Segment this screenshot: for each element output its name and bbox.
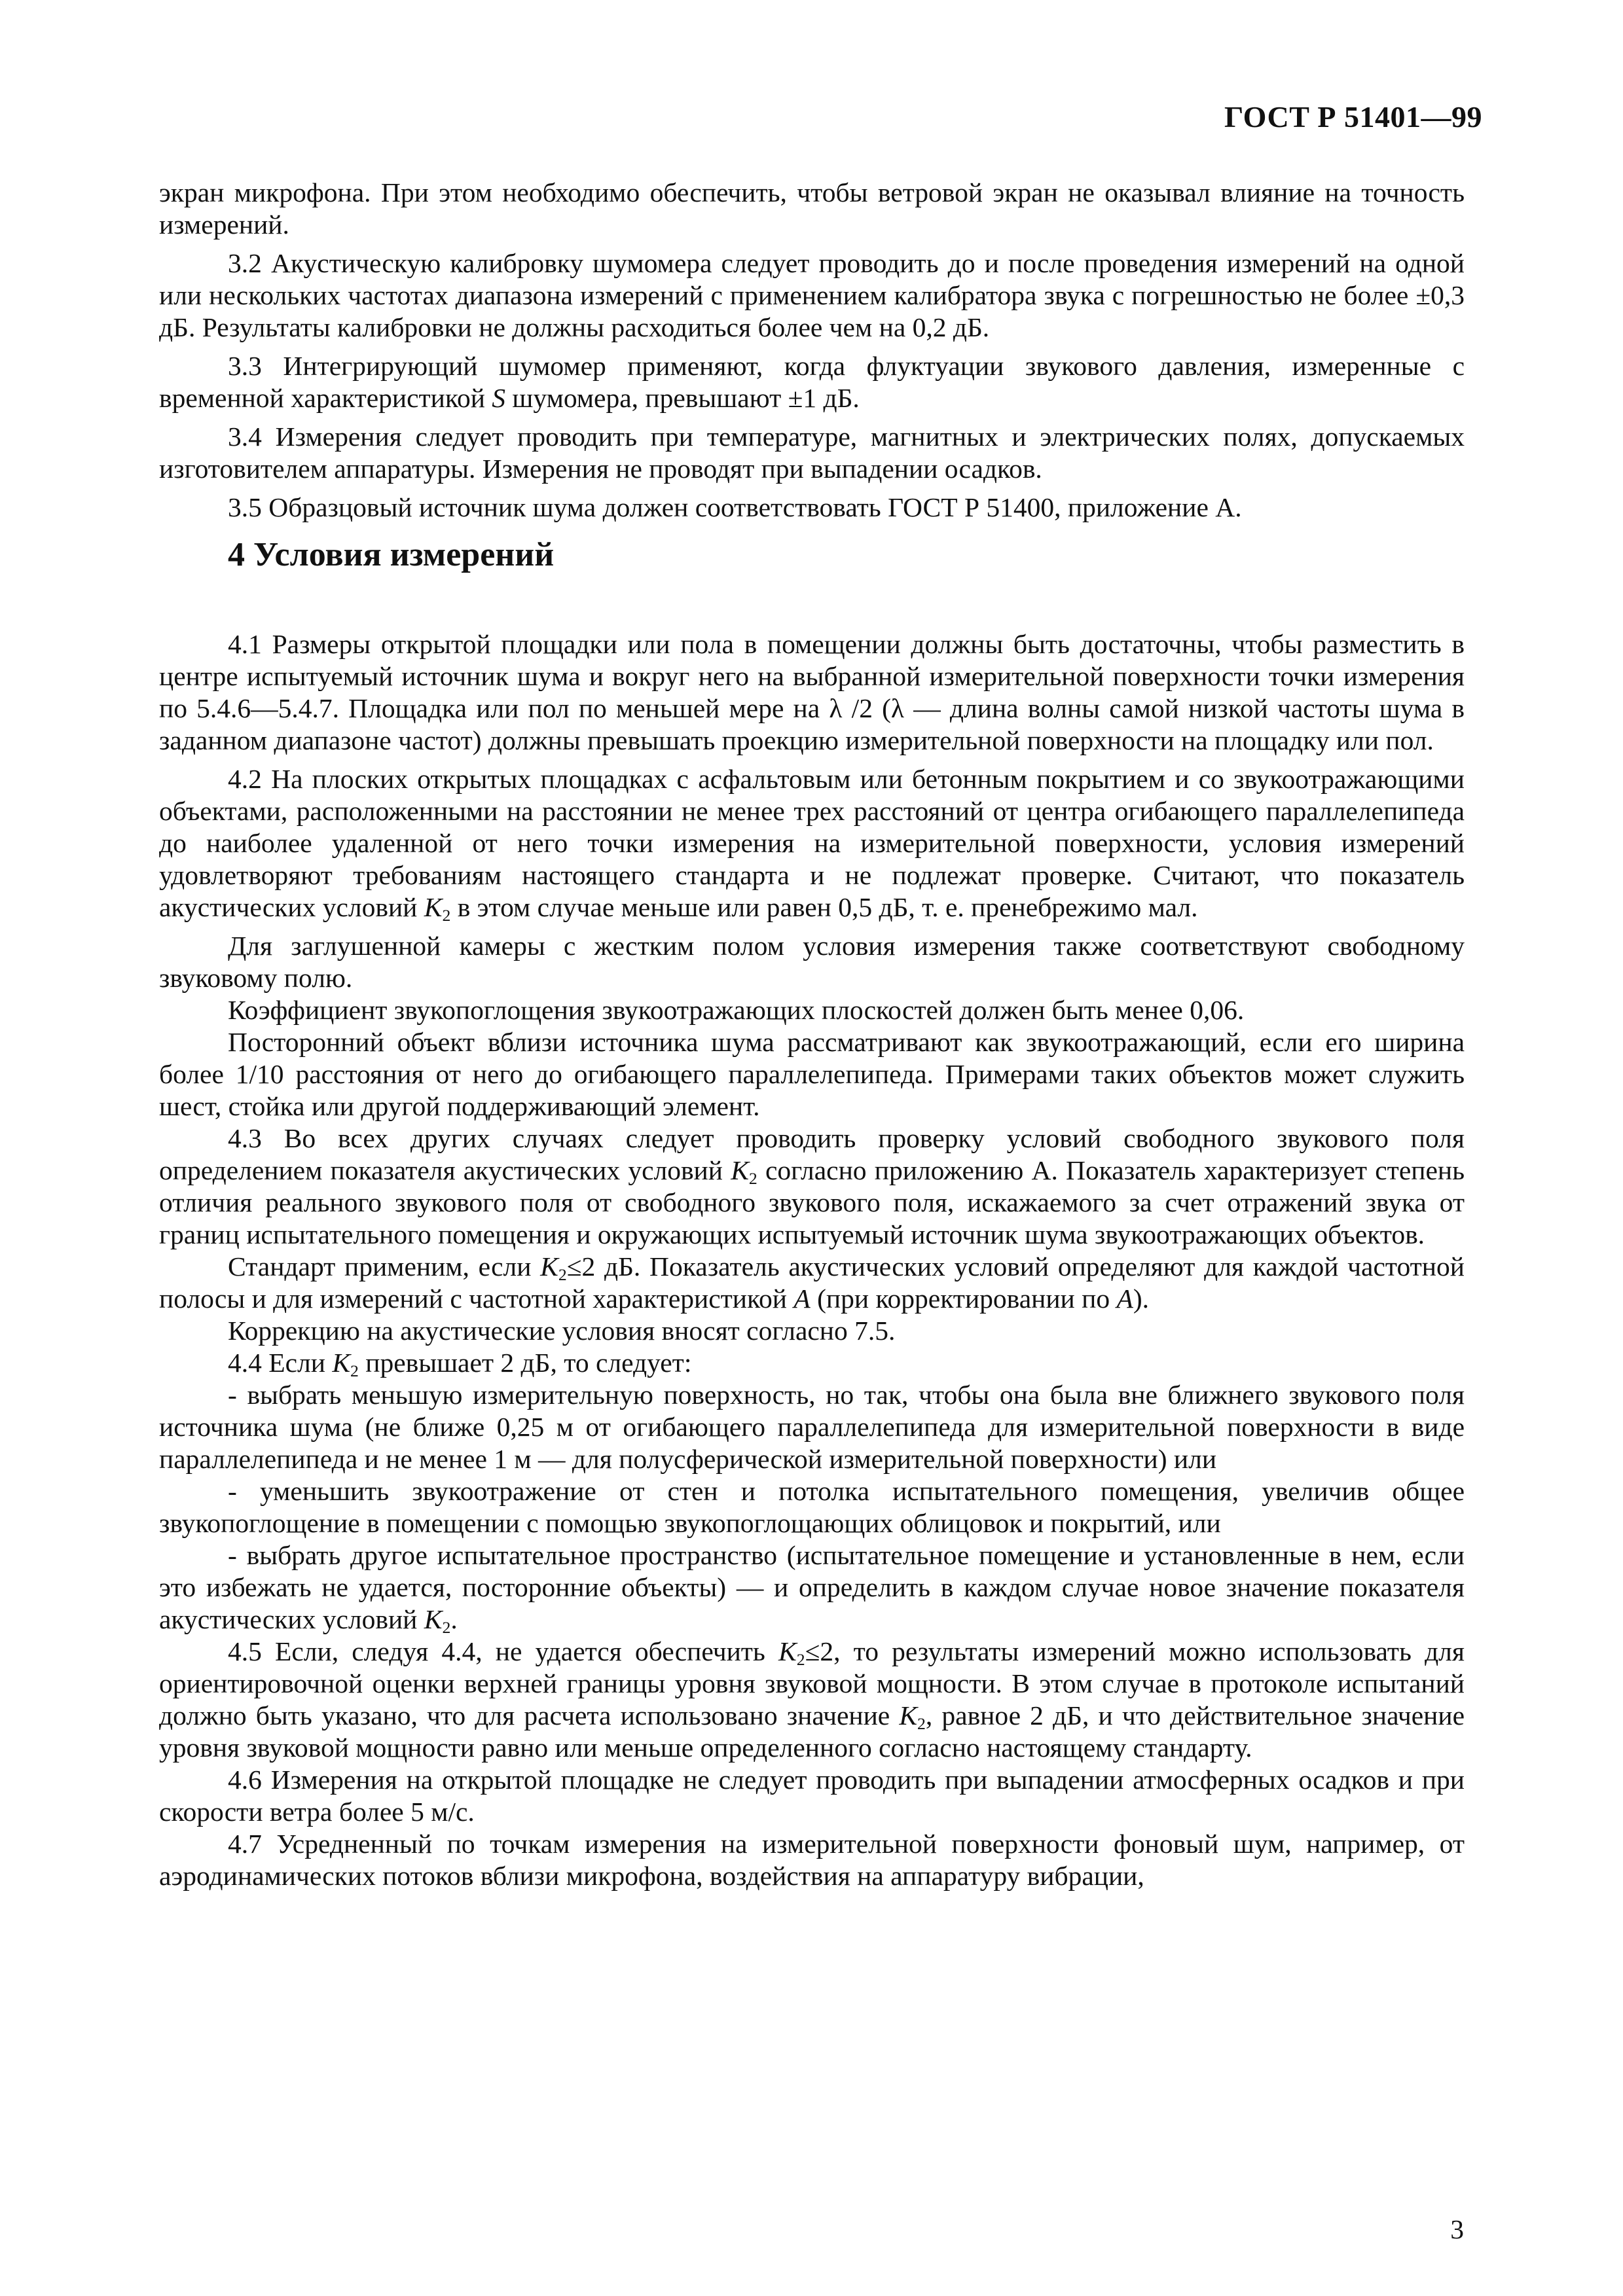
section-4-title: 4 Условия измерений <box>228 536 555 573</box>
paragraph-3-2: 3.2 Акустическую калибровку шумомера следует проводить до и после проведения измерений на одной или нескольких частотах диапазона измерений с применением калибратора звука с погрешностью не более ±0,3 дБ. Результаты калибровки не должны расходиться более чем на 0,2 дБ. <box>159 248 1465 342</box>
paragraph-standard-applicable: Стандарт применим, если $K_2\le 2$ дБ. Показатель акустических условий определяют для каждой частотной полосы и для измерений с частотной характеристикой A (при корректировании по A). <box>159 1251 1465 1314</box>
section-3-continued <box>159 177 1465 524</box>
paragraph-4-4: 4.4 Если $K_2$ превышает 2 дБ, то следует: <box>228 1348 692 1381</box>
paragraph-correction: Коррекцию на акустические условия вносят согласно 7.5. <box>228 1316 896 1346</box>
section-4-body <box>159 628 1465 1892</box>
list-item-smaller-surface: - выбрать меньшую измерительную поверхность, но так, чтобы она была вне ближнего звукового поля источника шума (не ближе 0,25 м от огибающего параллелепипеда для измерительной поверхности в виде параллелепипеда и не менее 1 м — для полусферической измерительной поверхности) или <box>159 1380 1465 1474</box>
paragraph-3-3: 3.3 Интегрирующий шумомер применяют, когда флуктуации звукового давления, измеренные с временной характеристикой S шумомера, превышают ±1 дБ. <box>159 351 1465 413</box>
paragraph-4-2: 4.2 На плоских открытых площадках с асфальтовым или бетонным покрытием и со звукоотражающими объектами, расположенными на расстоянии не менее трех расстояний от центра огибающего параллелепипеда до наиболее удаленной от него точки измерения на измерительной поверхности, условия измерений удовлетворяют требованиям настоящего стандарта и не подлежат проверке. Считают, что показатель акустических условий $K_2$ в этом случае меньше или равен 0,5 дБ, т. е. пренебрежимо мал. <box>159 764 1465 925</box>
paragraph-foreign-object: Посторонний объект вблизи источника шума рассматривают как звукоотражающий, если его ширина более 1/10 расстояния от него до огибающего параллелепипеда. Примерами таких объектов может служить шест, стойка или другой поддерживающий элемент. <box>159 1027 1465 1121</box>
paragraph-3-4: 3.4 Измерения следует проводить при температуре, магнитных и электрических полях, допускаемых изготовителем аппаратуры. Измерения не проводят при выпадении осадков. <box>159 422 1465 484</box>
document-code-header: ГОСТ Р 51401—99 <box>1224 100 1482 134</box>
page-number: 3 <box>1450 2214 1464 2244</box>
paragraph-4-6: 4.6 Измерения на открытой площадке не следует проводить при выпадении атмосферных осадков и при скорости ветра более 5 м/с. <box>159 1765 1465 1827</box>
paragraph-absorption: Коэффициент звукопоглощения звукоотражающих плоскостей должен быть менее 0,06. <box>228 995 1245 1025</box>
paragraph-4-3: 4.3 Во всех других случаях следует проводить проверку условий свободного звукового поля определением показателя акустических условий $K_2$ согласно приложению А. Показатель характеризует степень отличия реального звукового поля от свободного звукового поля, искажаемого за счет отражений звука от границ испытательного помещения и окружающих испытуемый источник шума звукоотражающих объектов. <box>159 1123 1465 1249</box>
paragraph-anechoic: Для заглушенной камеры с жестким полом условия измерения также соответствуют свободному звуковому полю. <box>159 931 1465 993</box>
list-item-reduce-reflection: - уменьшить звукоотражение от стен и потолка испытательного помещения, увеличив общее звукопоглощение в помещении с помощью звукопоглощающих облицовок и покрытий, или <box>159 1476 1465 1538</box>
list-item-other-space: - выбрать другое испытательное пространство (испытательное помещение и установленные в нем, если это избежать не удается, посторонние объекты) — и определить в каждом случае новое значение показателя акустических условий $K_2$. <box>159 1540 1465 1638</box>
paragraph-4-5: 4.5 Если, следуя 4.4, не удается обеспечить $K_2\le 2$, то результаты измерений можно использовать для ориентировочной оценки верхней границы уровня звуковой мощности. В этом случае в протоколе испытаний должно быть указано, что для расчета использовано значение $K_2$, равное 2 дБ, и что действительное значение уровня звуковой мощности равно или меньше определенного согласно настоящему стандарту. <box>159 1636 1465 1763</box>
paragraph-4-7: 4.7 Усредненный по точкам измерения на измерительной поверхности фоновый шум, например, от аэродинамических потоков вблизи микрофона, воздействия на аппаратуру вибрации, <box>159 1829 1465 1891</box>
paragraph-4-1: 4.1 Размеры открытой площадки или пола в помещении должны быть достаточны, чтобы разместить в центре испытуемый источник шума и вокруг него на выбранной измерительной поверхности точки измерения по 5.4.6—5.4.7. Площадка или пол по меньшей мере на λ /2 (λ — длина волны самой низкой частоты шума в заданном диапазоне частот) должны превышать проекцию измерительной поверхности на площадку или пол. <box>159 629 1465 755</box>
paragraph-3-5: 3.5 Образцовый источник шума должен соответствовать ГОСТ Р 51400, приложение А. <box>228 492 1242 522</box>
paragraph-continuation: экран микрофона. При этом необходимо обеспечить, чтобы ветровой экран не оказывал влияние на точность измерений. <box>159 177 1465 240</box>
